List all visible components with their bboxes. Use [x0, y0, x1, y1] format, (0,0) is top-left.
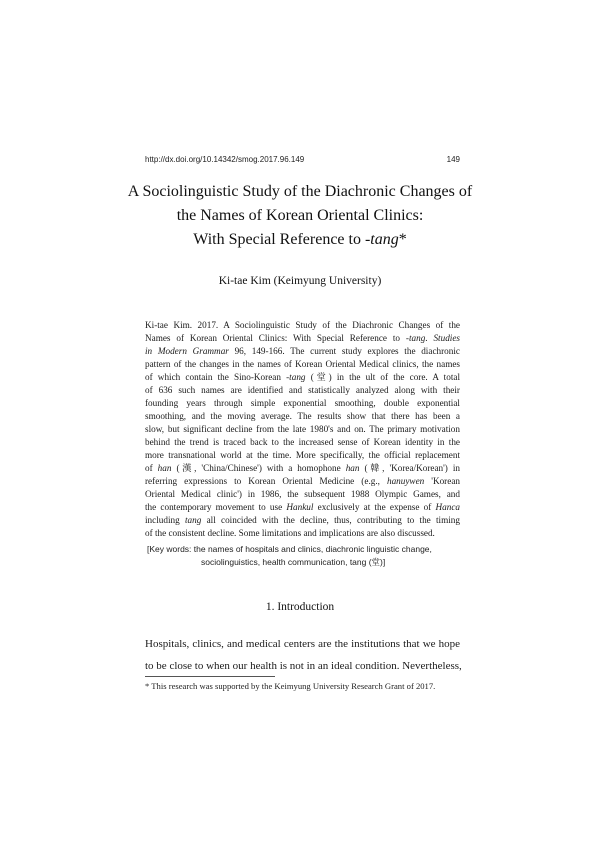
abstract-line: [145, 319, 460, 332]
abstract-text: (漢, 'China/Chinese') with a homophone: [171, 463, 346, 473]
abstract-text: (韓, 'Korea/Korean') in: [359, 463, 461, 473]
abstract-line: [145, 501, 460, 514]
abstract-line: [145, 384, 460, 397]
abstract-text: .: [425, 333, 434, 343]
page-number: 149: [446, 155, 460, 164]
abstract-line: [145, 436, 460, 449]
abstract-text: (堂) in the ult of the core. A total: [305, 372, 460, 382]
body-line-2: to be close to when our health is not in an ideal condition. Nevertheless,: [145, 660, 462, 672]
title-footnote-mark: *: [398, 231, 407, 248]
abstract-text: the contemporary movement to use: [145, 502, 287, 512]
keywords-line-2: sociolinguistics, health communication, tang (堂)]: [201, 557, 386, 567]
abstract-line: [145, 488, 460, 501]
abstract-line: [145, 475, 460, 488]
abstract-italic-term: hanuywen: [386, 476, 425, 486]
abstract-italic-term: Studies: [433, 333, 460, 343]
abstract-italic-term: han: [345, 463, 360, 473]
title-line-2: the Names of Korean Oriental Clinics:: [176, 207, 424, 224]
abstract-italic-term: han: [157, 463, 172, 473]
abstract-text: smoothing, and the moving average. The results show that there has been a: [145, 411, 460, 421]
abstract-line: [145, 371, 460, 384]
abstract-text: pattern of the changes in the names of Korean Oriental Medical clinics, the names: [145, 359, 460, 369]
abstract-italic-term: -tang: [286, 372, 306, 382]
abstract-line: [145, 358, 460, 371]
abstract-text: behind the trend is traced back to the increased sense of Korean identity in the: [145, 437, 460, 447]
abstract-italic-term: Hankul: [286, 502, 314, 512]
abstract-line: [145, 332, 460, 345]
abstract-italic-term: -tang: [405, 333, 426, 343]
abstract-text: all coincided with the decline, thus, contributing to the timing: [201, 515, 460, 525]
abstract-line: [145, 462, 460, 475]
title-line-3-text: With Special Reference to: [193, 231, 365, 248]
abstract-line: [145, 410, 460, 423]
abstract-italic-term: tang: [184, 515, 202, 525]
abstract-text: slow, but significant decline from the late 1980's and on. The primary motivation: [145, 424, 460, 434]
abstract-line: [145, 514, 460, 527]
footnote: * This research was supported by the Keimyung University Research Grant of 2017.: [145, 681, 436, 691]
title-line-1: A Sociolinguistic Study of the Diachronic Changes of: [127, 183, 473, 200]
abstract-italic-term: in Modern Grammar: [145, 346, 229, 356]
title-tang: -tang: [364, 231, 399, 248]
keywords: [147, 543, 467, 569]
section-heading: 1. Introduction: [265, 601, 335, 613]
abstract-text: 96, 149-166. The current study explores the diachronic: [228, 346, 460, 356]
author-line: Ki-tae Kim (Keimyung University): [218, 275, 382, 287]
abstract-text: Names of Korean Oriental Clinics: With Special Reference to: [145, 333, 406, 343]
body-text: [145, 633, 460, 677]
abstract-italic-term: Hanca: [435, 502, 460, 512]
abstract-line: [145, 397, 460, 410]
abstract-text: including: [145, 515, 185, 525]
abstract-text: of: [145, 463, 158, 473]
abstract-text: Ki-tae Kim. 2017. A Sociolinguistic Study of the Diachronic Changes of the: [145, 320, 460, 330]
keywords-line-1: [Key words: the names of hospitals and clinics, diachronic linguistic change,: [147, 544, 432, 554]
abstract-text: of which contain the Sino-Korean: [145, 372, 287, 382]
paper-title: [120, 180, 480, 252]
abstract: [145, 319, 460, 540]
abstract-line: [145, 345, 460, 358]
abstract-line: [145, 423, 460, 436]
abstract-text: Oriental Medical clinic') in 1986, the subsequent 1988 Olympic Games, and: [145, 489, 460, 499]
abstract-text: founding years through simple exponential smoothing, double exponential: [145, 398, 460, 408]
body-line-1: Hospitals, clinics, and medical centers are the institutions that we hope: [145, 638, 460, 650]
abstract-text: of 636 such names are identified and statistically analyzed along with their: [145, 385, 460, 395]
abstract-text: exclusively at the expense of: [313, 502, 436, 512]
abstract-text: more transnational world at the time. More specifically, the official replacement: [145, 450, 460, 460]
abstract-line: [145, 449, 460, 462]
footnote-rule: [145, 676, 275, 677]
abstract-text: of the consistent decline. Some limitations and implications are also discussed.: [145, 528, 435, 538]
abstract-text: referring expressions to Korean Oriental Medicine (e.g.,: [145, 476, 387, 486]
doi-link[interactable]: http://dx.doi.org/10.14342/smog.2017.96.149: [145, 155, 305, 164]
title-line-3: [120, 228, 480, 252]
abstract-text: 'Korean: [424, 476, 460, 486]
abstract-line: [145, 527, 460, 540]
